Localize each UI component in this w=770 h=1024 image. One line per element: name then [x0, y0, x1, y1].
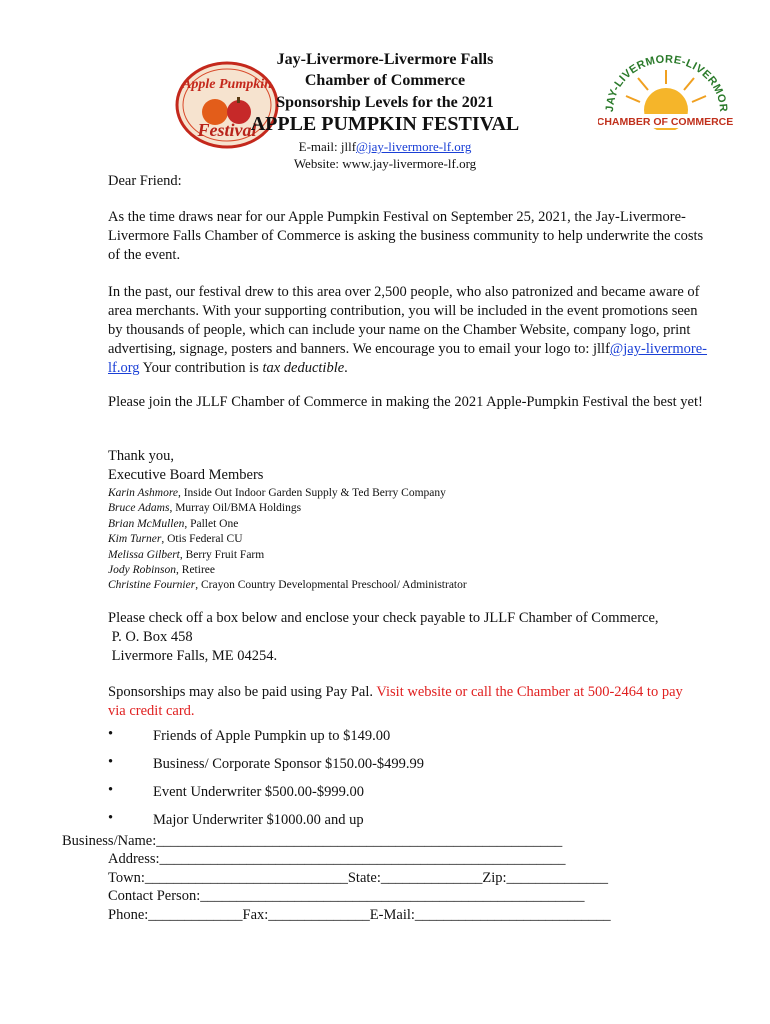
org-name: Jay-Livermore-Livermore Falls — [276, 51, 494, 68]
website-line: Website: www.jay-livermore-lf.org — [293, 156, 477, 171]
paragraph-benefits — [108, 283, 708, 378]
board-member: Brian McMullen, Pallet One — [108, 517, 239, 530]
level-major-underwriter: Major Underwriter $1000.00 and up — [153, 812, 364, 828]
board-member: Christine Fournier, Crayon Country Developmental Preschool/ Administrator — [108, 579, 467, 592]
logo-email-link[interactable]: @jay-livermore-lf.org — [108, 341, 708, 376]
board-member: Melissa Gilbert, Berry Fruit Farm — [108, 548, 265, 561]
tax-deductible: tax deductible — [262, 360, 345, 376]
city-state-zip: Livermore Falls, ME 04254. — [108, 648, 278, 664]
greeting: Dear Friend: — [108, 173, 182, 189]
board-member-list — [108, 486, 467, 594]
festival-title: APPLE PUMPKIN FESTIVAL — [250, 113, 520, 135]
phone-fax-email-field[interactable]: Phone:_____________Fax:______________E-Mail:___________________________ — [108, 907, 611, 923]
business-name-field[interactable]: Business/Name:________________________________________________________ — [62, 833, 563, 849]
svg-text:Apple Pumpkin: Apple Pumpkin — [182, 77, 272, 92]
paypal-text: Sponsorships may also be paid using Pay Pal. — [108, 684, 377, 700]
thank-you: Thank you, — [108, 448, 175, 464]
paragraph-join: Please join the JLLF Chamber of Commerce in making the 2021 Apple-Pumpkin Festival the best yet! — [108, 394, 703, 410]
paypal-note — [108, 683, 698, 721]
check-instructions: Please check off a box below and enclose your check payable to JLLF Chamber of Commerce, — [108, 610, 659, 626]
bullet-icon[interactable]: • — [108, 810, 114, 826]
board-member: Kim Turner, Otis Federal CU — [108, 533, 243, 546]
benefits-text: In the past, our festival drew to this area over 2,500 people, who also patronized and became aware of area merchants. With your supporting contribution, you will be included in the event promotions seen by thousands of people, which can include your name on the Chamber Website, company logo, print advertising, signage, posters and banners. We encourage you to email your logo to: jllf — [108, 284, 700, 357]
bullet-icon[interactable]: • — [108, 782, 114, 798]
svg-text:JAY-LIVERMORE-LIVERMORE FALLS: JAY-LIVERMORE-LIVERMOR — [603, 53, 730, 113]
contact-person-field[interactable]: Contact Person:_____________________________________________________ — [108, 888, 585, 904]
po-box: P. O. Box 458 — [108, 629, 193, 645]
svg-text:Festival: Festival — [197, 120, 257, 140]
level-business: Business/ Corporate Sponsor $150.00-$499.99 — [153, 756, 425, 772]
benefits-after: Your contribution is — [139, 360, 263, 376]
email-prefix: E-mail: jllf — [298, 139, 357, 154]
level-friends: Friends of Apple Pumpkin up to $149.00 — [153, 728, 391, 744]
email-line — [0, 138, 770, 155]
chamber-name: Chamber of Commerce — [304, 72, 466, 89]
benefits-end: . — [344, 360, 348, 376]
email-link[interactable]: @jay-livermore-lf.org — [356, 139, 472, 154]
board-member: Bruce Adams, Murray Oil/BMA Holdings — [108, 502, 302, 515]
level-event-underwriter: Event Underwriter $500.00-$999.00 — [153, 784, 365, 800]
board-member: Jody Robinson, Retiree — [108, 564, 215, 577]
sponsorship-title: Sponsorship Levels for the 2021 — [276, 94, 494, 111]
board-member: Karin Ashmore, Inside Out Indoor Garden Supply & Ted Berry Company — [108, 487, 446, 499]
bullet-icon[interactable]: • — [108, 754, 114, 770]
svg-text:CHAMBER OF COMMERCE: CHAMBER OF COMMERCE — [598, 116, 733, 128]
address-field[interactable]: Address:________________________________________________________ — [108, 851, 566, 867]
town-state-zip-field[interactable]: Town:____________________________State:______________Zip:______________ — [108, 870, 609, 886]
paragraph-intro: As the time draws near for our Apple Pumpkin Festival on September 25, 2021, the Jay-Livermore-Livermore Falls Chamber of Commerce is asking the business community to help underwrite the costs of the event. — [108, 209, 704, 263]
paypal-call-note: Visit website or call the Chamber at 500-2464 to pay via credit card. — [108, 684, 683, 719]
board-heading: Executive Board Members — [108, 467, 264, 483]
bullet-icon[interactable]: • — [108, 726, 114, 742]
